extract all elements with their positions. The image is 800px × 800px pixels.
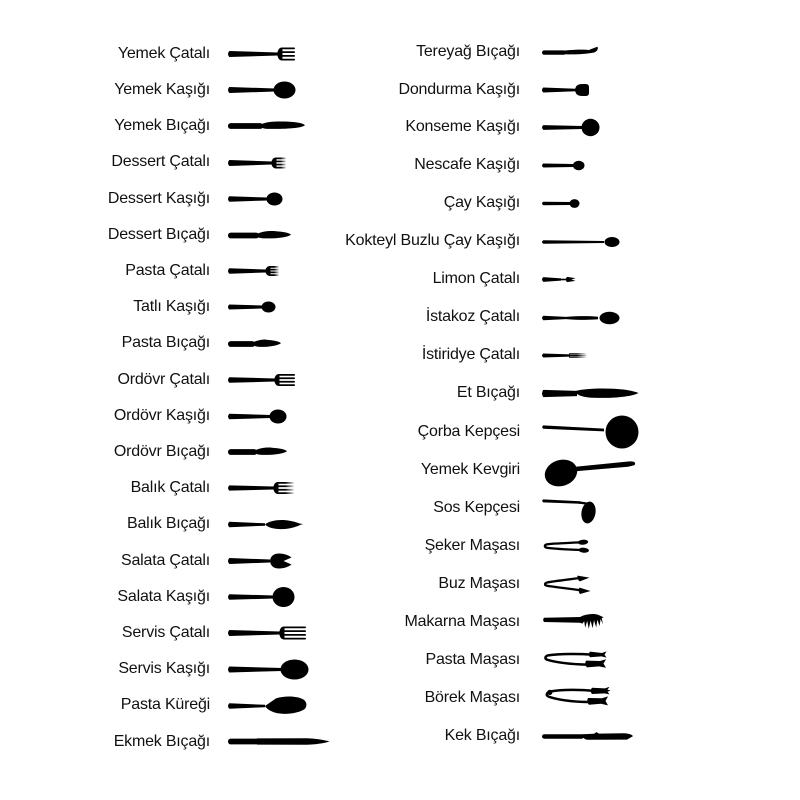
cutlery-row [300,33,790,71]
cutlery-label: Tatlı Kaşığı [133,298,210,316]
cutlery-label: İstakoz Çatalı [425,308,520,326]
cutlery-label: Sos Kepçesi [433,498,520,516]
cutlery-row [300,641,790,679]
lobster-fork-icon [542,311,790,325]
cutlery-row [300,717,790,755]
cake-tongs-icon [542,648,790,673]
slotted-spoon-icon [542,451,790,489]
cutlery-row [300,565,790,603]
cutlery-label: Yemek Kevgiri [420,461,520,478]
cake-knife-icon [542,729,790,744]
cutlery-label: Çorba Kepçesi [417,422,520,440]
cutlery-row [300,71,790,109]
cutlery-label: Dessert Kaşığı [107,189,210,207]
cutlery-label: Pasta Çatalı [125,261,210,279]
cutlery-label: Ordövr Kaşığı [113,406,210,424]
cutlery-label: Et Bıçağı [456,384,520,402]
cutlery-label: Yemek Bıçağı [114,117,210,135]
cutlery-label: Servis Çatalı [121,623,210,641]
sauce-ladle-icon [542,491,790,526]
oyster-fork-icon [542,351,790,360]
coffee-spoon-icon [542,158,790,173]
cutlery-label: Balık Bıçağı [127,515,210,533]
cutlery-label: Makarna Maşası [404,612,520,630]
cutlery-label: Yemek Çatalı [117,44,210,62]
cutlery-label: Buz Maşası [438,574,520,592]
cutlery-label: Ekmek Bıçağı [113,732,210,750]
cutlery-row [300,299,790,337]
cutlery-label: Pasta Küreği [120,696,210,714]
cutlery-label: Pasta Bıçağı [121,334,210,352]
butter-knife-icon [542,46,790,58]
cutlery-label: Kek Bıçağı [444,726,520,744]
cutlery-row [300,603,790,641]
tea-spoon-icon [542,197,790,210]
cutlery-row [300,261,790,299]
cutlery-row [300,185,790,223]
cutlery-row [300,109,790,147]
cutlery-label: Balık Çatalı [130,479,210,497]
steak-knife-icon [542,385,790,402]
cutlery-row [300,527,790,565]
ice-tongs-icon [542,573,790,596]
ice-cream-spoon-icon [542,81,790,99]
cutlery-label: Ordövr Bıçağı [113,442,210,460]
cutlery-label: Servis Kaşığı [118,660,210,678]
iced-tea-spoon-icon [542,236,790,248]
cutlery-label: Dessert Çatalı [111,153,210,171]
cutlery-label: Ordövr Çatalı [117,370,210,388]
lemon-fork-icon [542,274,790,285]
cutlery-label: İstiridye Çatalı [421,346,520,364]
cutlery-label: Tereyağ Bıçağı [416,42,520,60]
cutlery-label: Börek Maşası [424,688,520,706]
cutlery-row [300,337,790,375]
cutlery-row [300,489,790,527]
cutlery-label: Salata Kaşığı [117,587,210,605]
cutlery-label: Yemek Kaşığı [114,80,210,98]
cutlery-label: Nescafe Kaşığı [414,156,520,174]
consomme-spoon-icon [542,117,790,138]
cutlery-row [300,147,790,185]
sugar-tongs-icon [542,536,790,556]
cutlery-label: Dessert Bıçağı [107,225,210,243]
column-right [300,33,790,755]
pastry-tongs-icon [542,684,790,712]
cutlery-row [300,679,790,717]
soup-ladle-icon [542,412,790,451]
cutlery-row [300,412,790,451]
cutlery-row [300,451,790,489]
cutlery-label: Salata Çatalı [120,551,210,569]
cutlery-row [300,223,790,261]
cutlery-label: Limon Çatalı [432,270,520,288]
cutlery-label: Konseme Kaşığı [405,118,520,136]
cutlery-row [300,374,790,412]
cutlery-label: Şeker Maşası [424,536,520,554]
cutlery-label: Dondurma Kaşığı [398,80,520,98]
cutlery-label: Pasta Maşası [425,650,520,668]
cutlery-label: Kokteyl Buzlu Çay Kaşığı [345,232,520,250]
pasta-tongs-icon [542,609,790,635]
cutlery-label: Çay Kaşığı [443,194,520,212]
